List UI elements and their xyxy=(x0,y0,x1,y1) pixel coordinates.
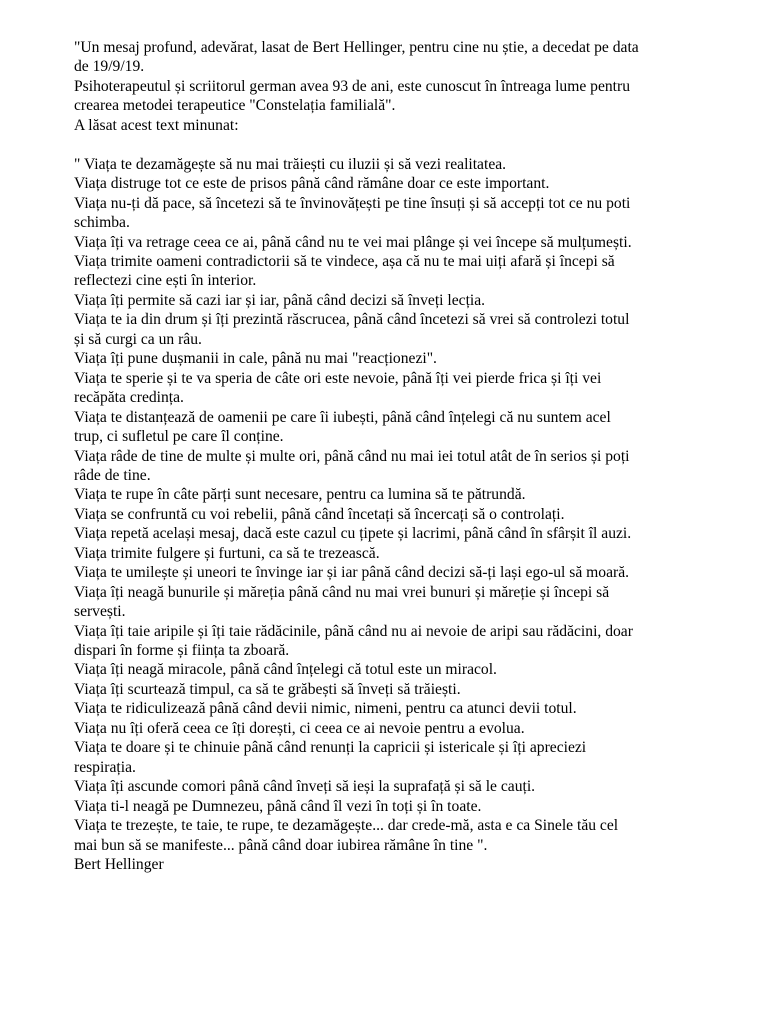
quote-line: schimba. xyxy=(74,214,130,232)
quote-line: Viața repetă același mesaj, dacă este cazul cu țipete și lacrimi, până când în sfârșit îl auzi. xyxy=(74,525,632,543)
quote-line: Viața te distanțează de oamenii pe care îi iubești, până când înțelegi că nu suntem acel xyxy=(74,408,611,426)
quote-line: Viața nu îți oferă ceea ce îți dorești, ci ceea ce ai nevoie pentru a evolua. xyxy=(74,719,525,737)
quote-line: Viața îți permite să cazi iar și iar, până când decizi să înveți lecția. xyxy=(74,291,486,309)
quote-line: râde de tine. xyxy=(74,466,151,484)
quote-line: Viața te sperie și te va speria de câte ori este nevoie, până îți vei pierde frica și îți vei xyxy=(74,369,602,387)
quote-line: " Viața te dezamăgește să nu mai trăiești cu iluzii și să vezi realitatea. xyxy=(74,155,507,173)
quote-line: Viața îți scurtează timpul, ca să te grăbești să înveți să trăiești. xyxy=(74,680,461,698)
quote-line: respirația. xyxy=(74,758,136,776)
quote-line: Viața se confruntă cu voi rebelii, până când încetați să încercați să o controlați. xyxy=(74,505,565,523)
intro-line: de 19/9/19. xyxy=(74,58,145,76)
quote-line: servești. xyxy=(74,603,126,621)
intro-line: Psihoterapeutul și scriitorul german avea 93 de ani, este cunoscut în întreaga lume pentru xyxy=(74,77,631,95)
quote-line: trup, ci sufletul pe care îl conține. xyxy=(74,428,284,446)
quote-line: dispari în forme și ființa ta zboară. xyxy=(74,642,290,660)
intro-line: "Un mesaj profund, adevărat, lasat de Bert Hellinger, pentru cine nu știe, a decedat pe data xyxy=(74,39,639,56)
quote-line: Viața îți ascunde comori până când înveți să ieși la suprafață și să le cauți. xyxy=(74,778,536,796)
quote-line: Viața îți va retrage ceea ce ai, până când nu te vei mai plânge și vei începe să mulțumești. xyxy=(74,233,632,251)
quote-line: Viața trimite fulgere și furtuni, ca să te trezească. xyxy=(74,544,380,562)
quote-line: Viața îți neagă miracole, până când înțelegi că totul este un miracol. xyxy=(74,661,497,679)
quote-line: recăpăta credința. xyxy=(74,389,184,407)
paragraph-gap xyxy=(74,135,764,154)
quote-line: Viața îți neagă bunurile și măreția până când nu mai vrei bunuri și măreție și începi să xyxy=(74,583,610,601)
quote-line: Viața îți taie aripile și îți taie rădăcinile, până când nu ai nevoie de aripi sau rădăcini, doar xyxy=(74,622,633,640)
quote-line: mai bun să se manifeste... până când doar iubirea rămâne în tine ". xyxy=(74,836,488,854)
intro-line: A lăsat acest text minunat: xyxy=(74,116,239,134)
quote-line: Viața te ia din drum și îți prezintă răscrucea, până când încetezi să vrei să controlezi totul xyxy=(74,311,630,329)
quote-line: Viața te trezește, te taie, te rupe, te dezamăgește... dar crede-mă, asta e ca Sinele tău cel xyxy=(74,817,619,835)
signature: Bert Hellinger xyxy=(74,856,164,874)
intro-line: crearea metodei terapeutice "Constelația familială". xyxy=(74,97,396,115)
intro-paragraph xyxy=(74,38,764,135)
quote-line: Viața distruge tot ce este de prisos până când rămâne doar ce este important. xyxy=(74,175,550,193)
quote-line: Viața îți pune dușmanii in cale, până nu mai "reacționezi". xyxy=(74,350,437,368)
quote-line: reflectezi cine ești în interior. xyxy=(74,272,257,290)
quote-line: Viața te rupe în câte părți sunt necesare, pentru ca lumina să te pătrundă. xyxy=(74,486,526,504)
signature-paragraph xyxy=(74,855,764,874)
quote-line: Viața trimite oameni contradictorii să te vindece, așa că nu te mai uiți afară și începi să xyxy=(74,252,615,270)
quote-line: Viața râde de tine de multe și multe ori, până când nu mai iei totul atât de în serios și poți xyxy=(74,447,630,465)
document-page xyxy=(74,38,764,874)
quote-line: Viața te doare și te chinuie până când renunți la capricii și istericale și îți apreciezi xyxy=(74,739,587,757)
quote-line: Viața ti-l neagă pe Dumnezeu, până când îl vezi în toți și în toate. xyxy=(74,797,482,815)
quote-line: Viața te ridiculizează până când devii nimic, nimeni, pentru ca atunci devii totul. xyxy=(74,700,577,718)
quote-line: Viața nu-ți dă pace, să încetezi să te învinovățești pe tine însuți și să accepți tot ce nu poti xyxy=(74,194,631,212)
quote-line: și să curgi ca un râu. xyxy=(74,330,202,348)
quote-line: Viața te umilește și uneori te învinge iar și iar până când decizi să-ți lași ego-ul să moară. xyxy=(74,564,630,582)
quote-paragraph xyxy=(74,155,764,855)
